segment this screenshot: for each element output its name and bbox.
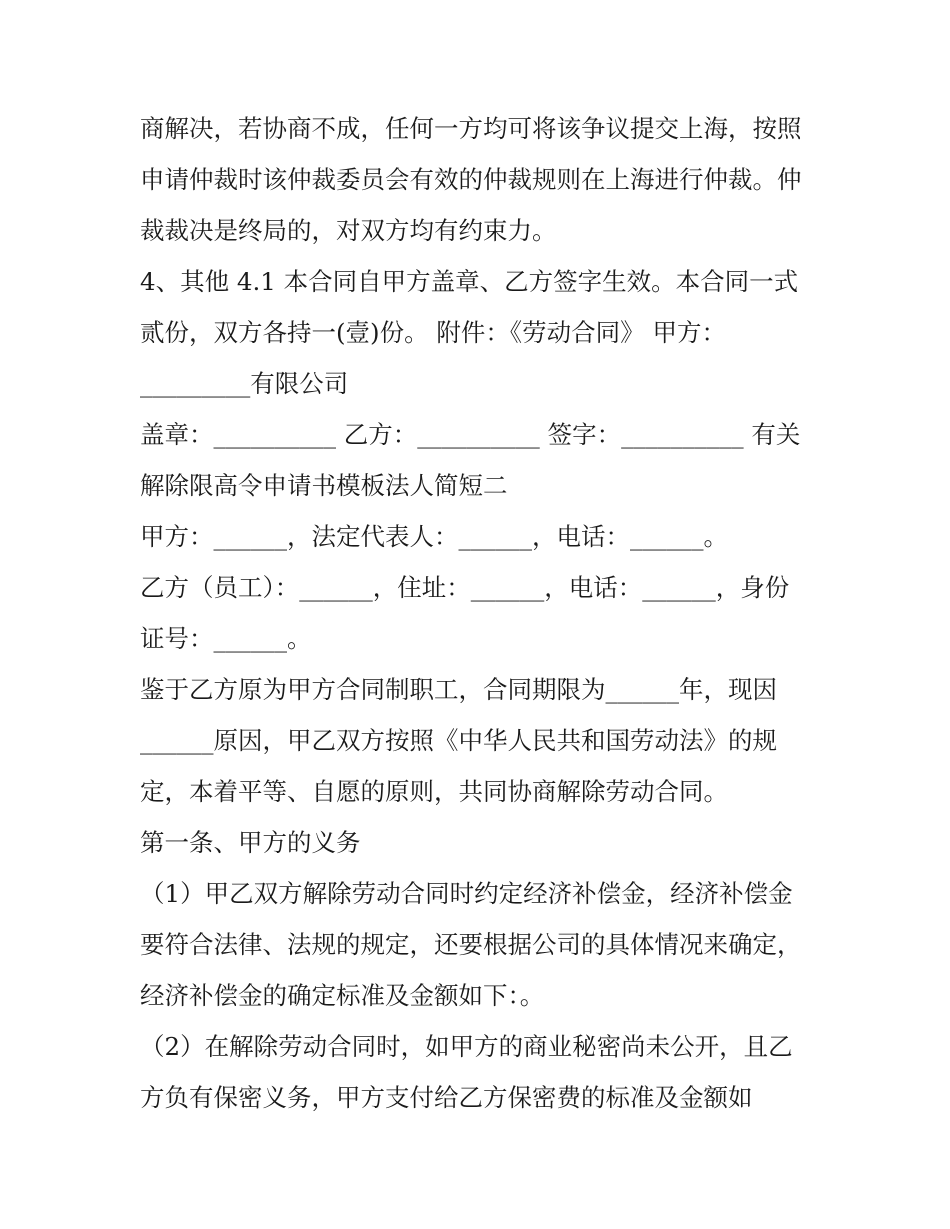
section-heading: 第一条、甲方的义务	[140, 828, 361, 857]
text-line: 鉴于乙方原为甲方合同制职工，合同期限为______年，现因	[140, 675, 777, 704]
text-line: 要符合法律、法规的规定，还要根据公司的具体情况来确定，	[140, 930, 802, 959]
text-line: _________有限公司	[140, 369, 349, 398]
text-line: 裁裁决是终局的，对双方均有约束力。	[140, 216, 557, 245]
text-line: 解除限高令申请书模板法人简短二	[140, 471, 508, 500]
text-line: 商解决，若协商不成，任何一方均可将该争议提交上海，按照	[140, 114, 802, 143]
text-line: ______原因，甲乙双方按照《中华人民共和国劳动法》的规	[140, 726, 777, 755]
document-body	[140, 103, 820, 1123]
text-line: 乙方（员工）：______，住址：______，电话：______，身份	[140, 573, 790, 602]
text-line: 方负有保密义务，甲方支付给乙方保密费的标准及金额如	[140, 1083, 753, 1112]
text-line: （1）甲乙双方解除劳动合同时约定经济补偿金，经济补偿金	[140, 879, 793, 908]
text-line: 证号：______。	[140, 624, 312, 653]
text-line: （2）在解除劳动合同时，如甲方的商业秘密尚未公开，且乙	[140, 1032, 793, 1061]
text-line: 申请仲裁时该仲裁委员会有效的仲裁规则在上海进行仲裁。仲	[140, 165, 802, 194]
text-line: 4、其他 4.1 本合同自甲方盖章、乙方签字生效。本合同一式	[140, 267, 799, 296]
text-line: 盖章：__________ 乙方：__________ 签字：__________ 有关	[140, 420, 801, 449]
text-line: 定，本着平等、自愿的原则，共同协商解除劳动合同。	[140, 777, 728, 806]
text-line: 甲方：______，法定代表人：______，电话：______。	[140, 522, 728, 551]
text-line: 贰份，双方各持一(壹)份。 附件：《劳动合同》 甲方：	[140, 318, 726, 347]
text-line: 经济补偿金的确定标准及金额如下：。	[140, 981, 545, 1010]
